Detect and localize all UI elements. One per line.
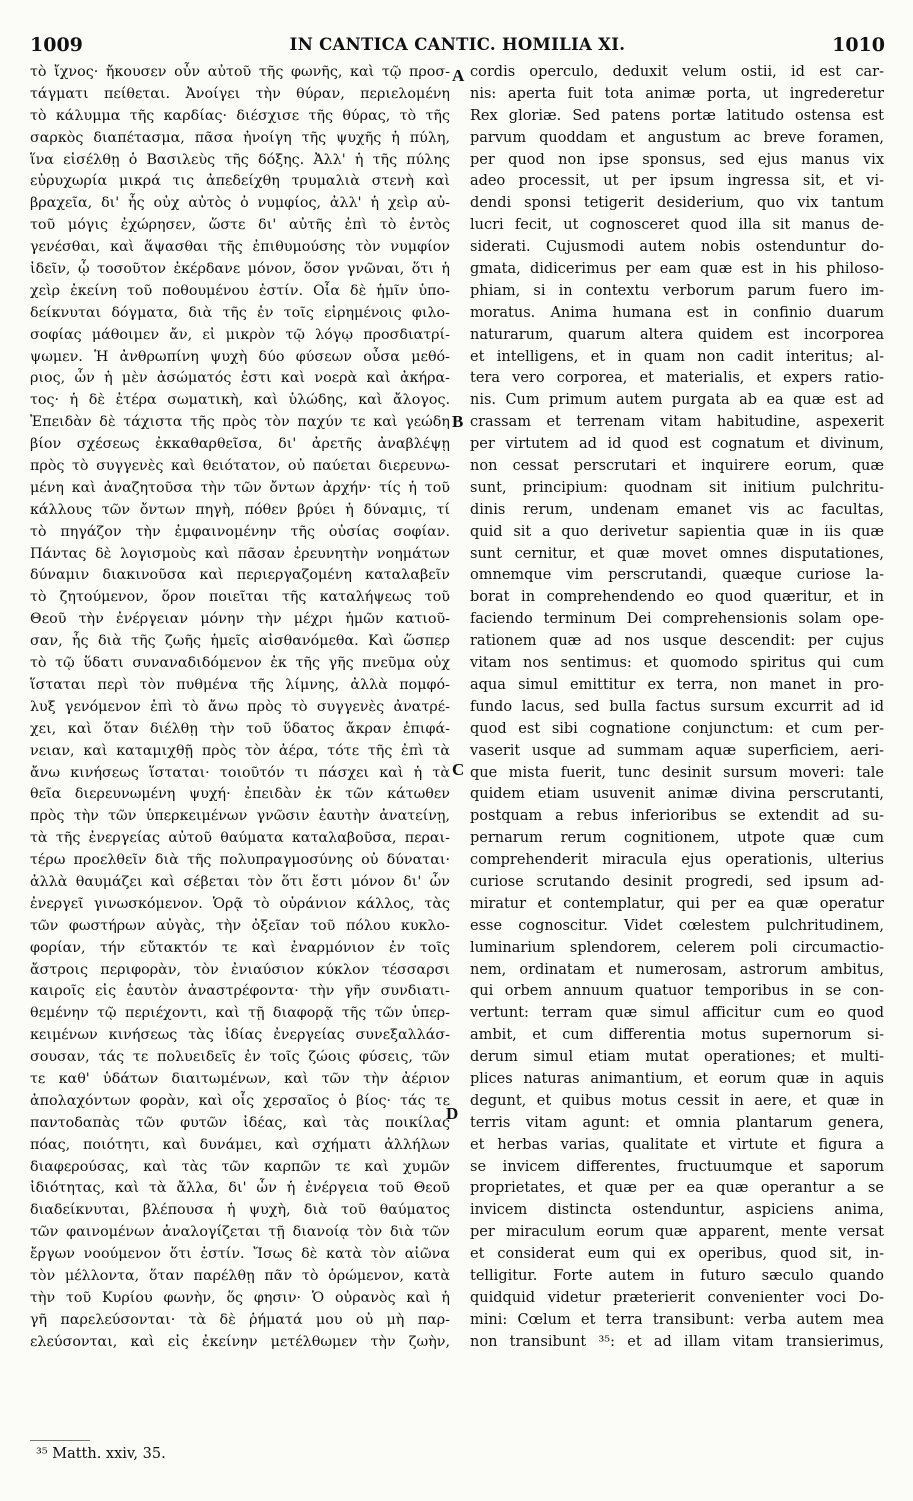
greek-text-line: γενέσθαι, καὶ ἅψασθαι τῆς ἐπιθυμούσης τὸν νυμφίον xyxy=(30,239,450,256)
footnote: ³⁵ Matth. xxiv, 35. xyxy=(36,1446,166,1462)
greek-text-line: τὴν τοῦ Κυρίου φωνὴν, ὅς φησιν· Ὁ οὐρανὸς καὶ ἡ xyxy=(30,1289,450,1306)
greek-text-line: τοῦ μόγις ἐχώρησεν, ὥστε δι' αὐτῆς ἐπὶ τὸ ἐντὸς xyxy=(30,217,450,234)
latin-text-line: nem, ordinatam et numerosam, astrorum ambitus, xyxy=(470,961,884,978)
greek-text-line: εὐρυχωρία μικρά τις ἀπεδείχθη τρυμαλιὰ στενὴ καὶ xyxy=(30,173,450,190)
latin-text-line: non cessat perscrutari et inquirere eorum, quæ xyxy=(470,458,884,475)
latin-text-line: que mista fuerit, tunc desinit sursum moveri: tale xyxy=(470,764,884,781)
greek-text-line: δείκνυται δόγματα, διὰ τῆς ἐν τοῖς εἰρημένοις φιλο- xyxy=(30,304,450,321)
greek-text-line: τὸ ἴχνος· ἤκουσεν οὖν αὐτοῦ τῆς φωνῆς, καὶ τῷ προσ- xyxy=(30,64,450,80)
greek-text-line: κειμένων κινήσεως τὰς ἰδίας ἐνεργείας συνεξαλλάσ- xyxy=(30,1027,450,1044)
latin-text-line: luminarium splendorem, celerem poli circumactio- xyxy=(470,939,884,956)
greek-text-line: χει, καὶ ὅταν διέλθῃ τὴν τοῦ ὕδατος ἄκραν ἐπιφά- xyxy=(30,720,450,737)
latin-text-line: adeo processit, ut per ipsum ingressa sit, et vi- xyxy=(470,173,884,190)
latin-text-line: lucri fecit, ut cognosceret quod illa sit manus de- xyxy=(470,217,884,234)
latin-text-line: naturarum, quarum altera quidem est incorporea xyxy=(470,326,884,343)
page-number-left: 1009 xyxy=(30,34,83,56)
latin-text-line: quod est sibi cognatione conjunctum: et cum per- xyxy=(470,720,884,737)
section-marker-d: D xyxy=(446,1104,459,1123)
greek-text-line: χεὶρ ἐκείνη τοῦ ποθουμένου ἐστίν. Οἷα δὲ ἡμῖν ὑπο- xyxy=(30,282,450,299)
latin-text-line: faciendo terminum Dei comprehensionis solam ope- xyxy=(470,611,884,628)
greek-text-line: ἵνα εἰσέλθῃ ὁ Βασιλεὺς τῆς δόξης. Ἀλλ' ἡ τῆς πύλης xyxy=(30,151,450,168)
latin-text-line: degunt, et quibus motus cessit in aere, et quæ in xyxy=(470,1092,884,1109)
latin-text-line: per virtutem ad id quod est cognatum et divinum, xyxy=(470,436,884,453)
greek-text-line: παντοδαπὰς τῶν φυτῶν ἰδέας, καὶ τὰς ποικίλας xyxy=(30,1114,450,1131)
greek-text-line: ἄνω κινήσεως ἵσταται· τοιοῦτόν τι πάσχει καὶ ἡ τὰ xyxy=(30,764,450,781)
latin-text-line: miratur et contemplatur, qui per ea quæ operatur xyxy=(470,895,884,912)
greek-text-line: Θεοῦ τὴν ἐνέργειαν μόνην τὴν μέχρι ἡμῶν κατιοῦ- xyxy=(30,611,450,628)
greek-text-line: διαδείκνυται, βλέπουσα ἡ ψυχὴ, διὰ τοῦ θαύματος xyxy=(30,1202,450,1219)
latin-text-line: non transibunt ³⁵: et ad illam vitam transierimus, xyxy=(470,1333,884,1350)
running-title: IN CANTICA CANTIC. HOMILIA XI. xyxy=(289,35,626,54)
greek-text-line: σουσαν, τάς τε πολυειδεῖς ἐν τοῖς ζώοις φύσεις, τῶν xyxy=(30,1049,450,1066)
latin-text-line: postquam a rebus inferioribus se extendit ad su- xyxy=(470,808,884,825)
latin-text-line: dinis rerum, undenam emanet vis ac facultas, xyxy=(470,501,884,518)
latin-text-line: per quod non ipse sponsus, sed ejus manus vix xyxy=(470,151,884,168)
greek-text-line: θεμένην τῷ περιέχοντι, καὶ τῇ διαφορᾷ τῆς τῶν ὑπερ- xyxy=(30,1005,450,1022)
latin-text-line: nis: aperta fuit tota animæ porta, ut ingrederetur xyxy=(470,85,884,102)
latin-text-line: et herbas varias, qualitate et virtute et figura a xyxy=(470,1136,884,1153)
section-marker-b: B xyxy=(452,412,464,431)
latin-text-line: derum simul etiam mutat operationes; et multi- xyxy=(470,1049,884,1066)
latin-text-line: comprehenderit miracula ejus operationis, ulterius xyxy=(470,852,884,869)
greek-text-line: τὸν μέλλοντα, ὅταν παρέλθῃ πᾶν τὸ ὁρώμενον, κατὰ xyxy=(30,1267,450,1284)
greek-text-line: ἵσταται περὶ τὸν πυθμένα τῆς λίμνης, ἀλλὰ πομφό- xyxy=(30,676,450,693)
latin-text-line: siderati. Cujusmodi autem nobis ostenduntur do- xyxy=(470,239,884,256)
greek-text-line: τὰ τῆς ἐνεργείας αὐτοῦ θαύματα καταλαβοῦσα, περαι- xyxy=(30,830,450,847)
greek-text-line: ἀπολαχόντων φορὰν, καὶ οἷς χερσαῖος ὁ βίος· τάς τε xyxy=(30,1092,450,1109)
greek-text-line: πρὸς τὸ συγγενὲς καὶ θειότατον, οὐ παύεται διερευνω- xyxy=(30,458,450,475)
greek-text-line: τῶν φωστήρων αὐγὰς, τὴν ὀξεῖαν τοῦ πόλου κυκλο- xyxy=(30,917,450,934)
greek-text-line: τὸ πηγάζον τὴν ἐμφαινομένην τῆς οὐσίας σοφίαν. xyxy=(30,523,450,540)
latin-text-line: quidquid videtur præterierit convenienter voci Do- xyxy=(470,1289,884,1306)
greek-text-line: διαφερούσας, καὶ τὰς τῶν καρπῶν τε καὶ χυμῶν xyxy=(30,1158,450,1175)
greek-text-line: γῆ παρελεύσονται· τὰ δὲ ῥήματά μου οὐ μὴ παρ- xyxy=(30,1311,450,1328)
latin-text-line: Rex gloriæ. Sed patens portæ latitudo ostensa est xyxy=(470,107,884,124)
greek-text-line: μένη καὶ ἀναζητοῦσα τὴν τῶν ὄντων ἀρχήν· τίς ἡ τοῦ xyxy=(30,479,450,496)
latin-text-line: omnemque vim perscrutandi, quæque curiose la- xyxy=(470,567,884,584)
latin-text-line: tera vero corporea, et materialis, et expers ratio- xyxy=(470,370,884,387)
greek-text-line: ελεύσονται, καὶ εἰς ἐκείνην μετέλθωμεν τὴν ζωὴν, xyxy=(30,1333,450,1350)
greek-text-line: τος· ἡ δὲ ἑτέρα σωματικὴ, καὶ ὑλώδης, καὶ ἄλογος. xyxy=(30,392,450,409)
latin-text-line: vaserit usque ad summam aquæ superficiem, aeri- xyxy=(470,742,884,759)
greek-text-line: σοφίας μάθοιμεν ἄν, εἰ μικρὸν τῷ λόγῳ προσδιατρί- xyxy=(30,326,450,343)
latin-text-line: phiam, si in contextu verborum parum fuero im- xyxy=(470,282,884,299)
greek-text-line: τὸ τῷ ὕδατι συναναδιδόμενον ἐκ τῆς γῆς πνεῦμα οὐχ xyxy=(30,655,450,672)
latin-text-line: borat in comprehendendo eo quod quæritur, et in xyxy=(470,589,884,606)
greek-text-line: ἰδεῖν, ᾧ τοσοῦτον ἐκέρδανε μόνον, ὅσον γνῶναι, ὅτι ἡ xyxy=(30,261,450,278)
greek-text-line: βίον σχέσεως ἐκκαθαρθεῖσα, δι' ἀρετῆς ἀναβλέψῃ xyxy=(30,436,450,453)
latin-text-line: plices naturas animantium, et eorum quæ in aquis xyxy=(470,1070,884,1087)
latin-text-line: sunt, principium: quodnam sit initium pulchritu- xyxy=(470,479,884,496)
latin-text-line: qui orbem annuum quatuor temporibus in se con- xyxy=(470,983,884,1000)
greek-text-line: τὸ κάλυμμα τῆς καρδίας· διέσχισε τῆς θύρας, τὸ τῆς xyxy=(30,107,450,124)
latin-text-column xyxy=(470,62,884,1354)
greek-text-line: φορίαν, τήν εὔτακτόν τε καὶ ἐναρμόνιον ἐν τοῖς xyxy=(30,939,450,956)
greek-text-line: βραχεῖα, δι' ἧς οὐχ αὐτὸς ὁ νυμφίος, ἀλλ' ἡ χεὶρ αὐ- xyxy=(30,195,450,212)
latin-text-line: nis. Cum primum autem purgata ab ea quæ est ad xyxy=(470,392,884,409)
latin-text-line: quid sit a quo derivetur sapientia quæ in iis quæ xyxy=(470,523,884,540)
greek-text-column xyxy=(30,62,450,1354)
greek-text-line: σαν, ἧς διὰ τῆς ζωῆς ἡμεῖς αἰσθανόμεθα. Καὶ ὥσπερ xyxy=(30,633,450,650)
latin-text-line: curiose scrutando desinit progredi, sed ipsum ad- xyxy=(470,873,884,890)
latin-text-line: sunt cernitur, et quæ movet omnes disputationes, xyxy=(470,545,884,562)
greek-text-line: τε καθ' ὑδάτων διαιτωμένων, καὶ τῶν τὴν ἀέριον xyxy=(30,1070,450,1087)
latin-text-line: et considerat eum qui ex operibus, quod sit, in- xyxy=(470,1246,884,1263)
latin-text-line: aqua simul emittitur ex terra, non manet in pro- xyxy=(470,676,884,693)
section-marker-c: C xyxy=(452,760,465,779)
greek-text-line: λυξ γενόμενον ἐπὶ τὸ ἄνω πρὸς τὸ συγγενὲς ἀνατρέ- xyxy=(30,698,450,715)
greek-text-line: Ἐπειδὰν δὲ τάχιστα τῆς πρὸς τὸν παχύν τε καὶ γεώδη xyxy=(30,414,450,431)
greek-text-line: σαρκὸς διαπέτασμα, πᾶσα ἠνοίγη τῆς ψυχῆς ἡ πύλη, xyxy=(30,129,450,146)
greek-text-line: ἐνεργεῖ γινωσκόμενον. Ὁρᾷ τὸ οὐράνιον κάλλος, τὰς xyxy=(30,895,450,912)
latin-text-line: cordis operculo, deduxit velum ostii, id est car- xyxy=(470,64,884,80)
greek-text-line: ψωμεν. Ἡ ἀνθρωπίνη ψυχὴ δύο φύσεων οὖσα μεθό- xyxy=(30,348,450,365)
greek-text-line: ἀλλὰ θαυμάζει καὶ σέβεται τὸν ὅτι ἔστι μόνον δι' ὧν xyxy=(30,873,450,890)
latin-text-line: fundo lacus, sed bulla factus sursum excurrit ad id xyxy=(470,698,884,715)
latin-text-line: parvum quoddam et angustum ac breve foramen, xyxy=(470,129,884,146)
latin-text-line: terris vitam agunt: et omnia plantarum genera, xyxy=(470,1114,884,1131)
latin-text-line: telligitur. Forte autem in futuro sæculo quando xyxy=(470,1267,884,1284)
greek-text-line: τέρω προελθεῖν διὰ τῆς πολυπραγμοσύνης οὐ δύναται· xyxy=(30,852,450,869)
page-header xyxy=(30,34,885,58)
greek-text-line: Πάντας δὲ λογισμοὺς καὶ πᾶσαν ἐρευνητὴν νοημάτων xyxy=(30,545,450,562)
latin-text-line: quidem etiam usuvenit animæ divina perscrutanti, xyxy=(470,786,884,803)
greek-text-line: θεῖα διερευνωμένη ψυχή· ἐπειδὰν ἐκ τῶν κάτωθεν xyxy=(30,786,450,803)
greek-text-line: πόας, ποιότητι, καὶ δυνάμει, καὶ σχήματι ἀλλήλων xyxy=(30,1136,450,1153)
latin-text-line: dendi sponsi tetigerit desiderium, quo vix tantum xyxy=(470,195,884,212)
greek-text-line: τῶν φαινομένων ἀναλογίζεται τῇ διανοίᾳ τὸν διὰ τῶν xyxy=(30,1224,450,1241)
latin-text-line: moratus. Anima humana est in confinio duarum xyxy=(470,304,884,321)
latin-text-line: pernarum rerum cognitionem, utpote quæ cum xyxy=(470,830,884,847)
footnote-rule xyxy=(30,1440,90,1441)
latin-text-line: crassam et terrenam vitam habitudine, aspexerit xyxy=(470,414,884,431)
section-marker-a: A xyxy=(452,66,465,85)
greek-text-line: δύναμιν διακινοῦσα καὶ περιεργαζομένη καταλαβεῖν xyxy=(30,567,450,584)
latin-text-line: proprietates, et quæ per ea quæ operantur a se xyxy=(470,1180,884,1197)
greek-text-line: ἄστροις περιφορὰν, τὸν ἐνιαύσιον κύκλον τέσσαρσι xyxy=(30,961,450,978)
greek-text-line: νειαν, καὶ καταμιχθῇ πρὸς τὸν ἀέρα, τότε τῆς ἐπὶ τὰ xyxy=(30,742,450,759)
latin-text-line: vitam nos sentimus: et quomodo spiritus qui cum xyxy=(470,655,884,672)
greek-text-line: ἰδιότητας, καὶ τὰ ἄλλα, δι' ὧν ἡ ἐνέργεια τοῦ Θεοῦ xyxy=(30,1180,450,1197)
page-number-right: 1010 xyxy=(832,34,885,56)
greek-text-line: τὸ ζητούμενον, ὅρον ποιεῖται τῆς καταλήψεως τοῦ xyxy=(30,589,450,606)
greek-text-line: ἔργων νοούμενον ὅτι ἐστίν. Ἴσως δὲ κατὰ τὸν αἰῶνα xyxy=(30,1246,450,1263)
latin-text-line: rationem quæ ad nos usque descendit: per cujus xyxy=(470,633,884,650)
latin-text-line: esse cognoscitur. Videt cœlestem pulchritudinem, xyxy=(470,917,884,934)
latin-text-line: ambit, et cum differentia motus supernorum si- xyxy=(470,1027,884,1044)
latin-text-line: invicem distincta ostenduntur, aspiciens anima, xyxy=(470,1202,884,1219)
latin-text-line: se invicem differentes, fructuumque et saporum xyxy=(470,1158,884,1175)
greek-text-line: πρὸς τὴν τῶν ὑπερκειμένων γνῶσιν ἑαυτὴν ἀνατείνῃ, xyxy=(30,808,450,825)
greek-text-line: κάλλους τῶν ὄντων πηγὴ, πόθεν βρύει ἡ δύναμις, τί xyxy=(30,501,450,518)
latin-text-line: per miraculum eorum quæ apparent, mente versat xyxy=(470,1224,884,1241)
greek-text-line: τάγματι πείθεται. Ἀνοίγει τὴν θύραν, περιελομένη xyxy=(30,85,450,102)
latin-text-line: mini: Cœlum et terra transibunt: verba autem mea xyxy=(470,1311,884,1328)
latin-text-line: gmata, didicerimus per eam quæ est in his philoso- xyxy=(470,261,884,278)
greek-text-line: καιροῖς εἰς ἑαυτὸν ἀναστρέφοντα· τὴν γῆν συνδιατι- xyxy=(30,983,450,1000)
latin-text-line: et intelligens, et in quam non cadit interitus; al- xyxy=(470,348,884,365)
greek-text-line: ριος, ὧν ἡ μὲν ἀσώματός ἐστι καὶ νοερὰ καὶ ἀκήρα- xyxy=(30,370,450,387)
latin-text-line: vertunt: terram quæ simul afficitur cum eo quod xyxy=(470,1005,884,1022)
